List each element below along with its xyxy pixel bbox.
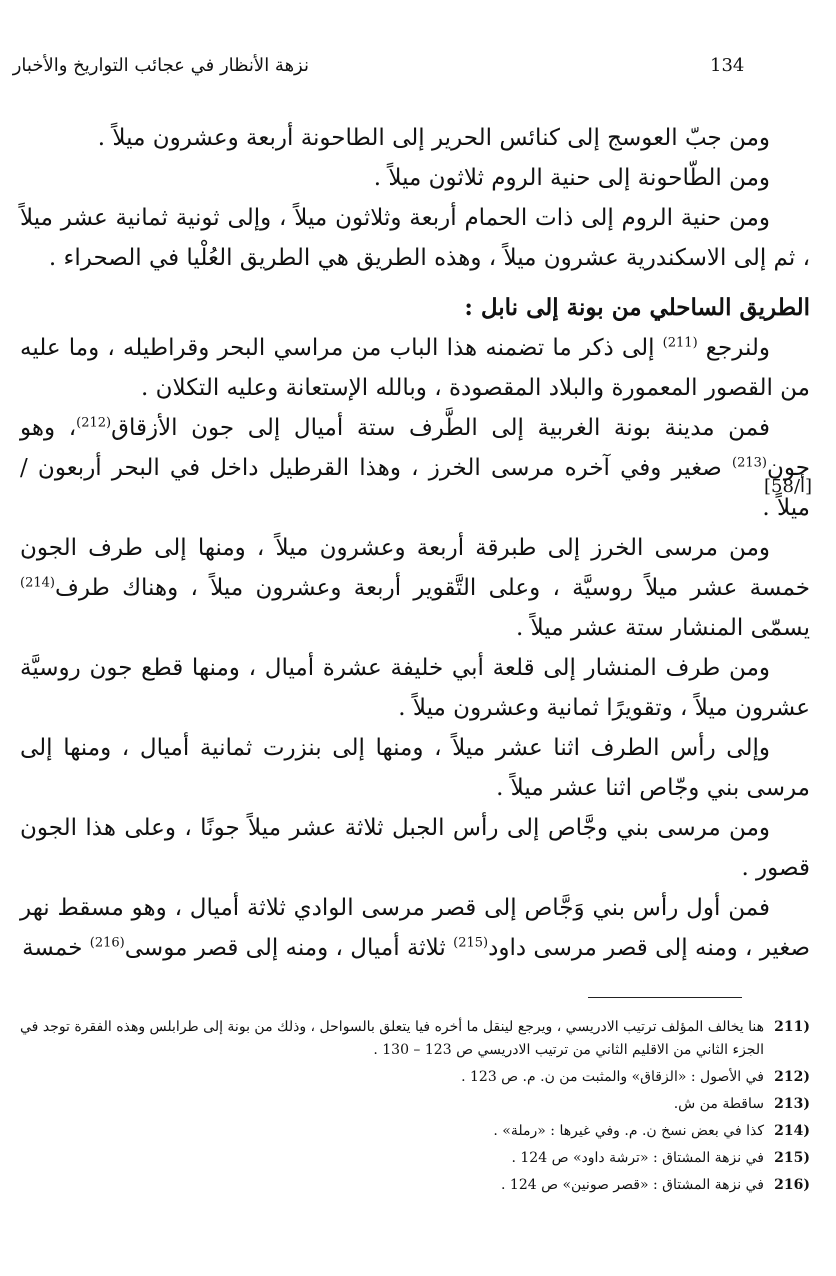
footnote (20, 1016, 810, 1062)
footnote-text: هنا يخالف المؤلف ترتيب الادريسي ، ويرجع لينقل ما أخره فيا يتعلق بالسواحل ، وذلك من بونة إلى طرابلس وهذه الفقرة توجد في الجزء الثاني من الاقليم الثاني من ترتيب الادريسي ص 123 – 130 . (20, 1019, 764, 1058)
footnote (20, 1174, 810, 1197)
body-text (20, 118, 813, 968)
footnote-text: في نزهة المشتاق : «ترشة داود» ص 124 . (511, 1150, 764, 1166)
text-run: صغير وفي آخره مرسى الخرز ، وهذا القرطيل داخل في البحر أربعون / ميلاً . (20, 455, 810, 521)
footnote-ref: (214) (20, 575, 55, 591)
text-run: ولنرجع (705, 335, 771, 361)
footnote-number: 216) (774, 1177, 810, 1193)
paragraph (20, 528, 810, 648)
footnote-ref: (216) (89, 935, 125, 951)
footnote-text: ساقطة من ش. (673, 1096, 764, 1112)
footnote-number: 211) (774, 1019, 810, 1035)
paragraph (20, 408, 813, 528)
paragraph: وإلى رأس الطرف اثنا عشر ميلاً ، ومنها إلى بنزرت ثمانية أميال ، ومنها إلى مرسى بني وجّاص اثنا عشر ميلاً . (20, 735, 810, 801)
footnote-number: 213) (774, 1096, 810, 1112)
paragraph: ومن مرسى بني وجَّاص إلى رأس الجبل ثلاثة عشر ميلاً جونًا ، وعلى هذا الجون قصور . (20, 815, 810, 881)
text-run: خمسة (22, 935, 83, 961)
text-run: ومن مرسى الخرز إلى طبرقة أربعة وعشرون ميلاً ، ومنها إلى طرف الجون خمسة عشر ميلاً روسيَّة ، وعلى التَّقوير أربعة وعشرون ميلاً ، وهناك طرف (20, 535, 810, 601)
text-run: فمن مدينة بونة الغربية إلى الطَّرف ستة أميال إلى جون الأزقاق (111, 415, 770, 441)
paragraph: ومن جبّ العوسج إلى كنائس الحرير إلى الطاحونة أربعة وعشرون ميلاً . (97, 125, 770, 151)
text-run: إلى ذكر ما تضمنه هذا الباب من مراسي البحر وقراطيله ، وما عليه من القصور المعمورة والبلاد المقصودة ، وبالله الإستعانة وعليه التكلان . (20, 335, 810, 401)
text-run: فمن أول رأس بني وَجَّاص إلى قصر مرسى الوادي ثلاثة أميال ، وهو مسقط نهر صغير ، ومنه إلى قصر مرسى داود (20, 895, 810, 961)
footnote-number: 212) (774, 1069, 810, 1085)
paragraph (20, 328, 810, 408)
footnote-number: 215) (774, 1150, 810, 1166)
text-run: ، وهو جون (20, 415, 810, 481)
text-run: ثلاثة أميال ، ومنه إلى قصر موسى (124, 935, 446, 961)
footnote (20, 1147, 810, 1170)
paragraph: ومن طرف المنشار إلى قلعة أبي خليفة عشرة أميال ، ومنها قطع جون روسيَّة عشرون ميلاً ، وتقويرًا ثمانية وعشرون ميلاً . (20, 655, 810, 721)
footnote (20, 1066, 810, 1089)
text-run: يسمّى المنشار ستة عشر ميلاً . (516, 615, 810, 641)
paragraph: ومن الطّاحونة إلى حنية الروم ثلاثون ميلاً . (373, 165, 770, 191)
section-heading: الطريق الساحلي من بونة إلى نابل : (464, 294, 810, 321)
footnote-text: في الأصول : «الزقاق» والمثبت من ن. م. ص 123 . (461, 1069, 764, 1085)
footnote-ref: (211) (662, 335, 698, 351)
footnote-ref: (215) (453, 935, 489, 951)
footnote-ref: (213) (732, 455, 767, 471)
footnote (20, 1120, 810, 1143)
footnote-divider (588, 997, 742, 998)
running-title: نزهة الأنظار في عجائب التواريخ والأخبار (12, 55, 309, 76)
page-number: 134 (710, 55, 745, 76)
footnote-number: 214) (774, 1123, 810, 1139)
paragraph (20, 888, 810, 968)
footnote-text: في نزهة المشتاق : «قصر صونين» ص 124 . (501, 1177, 764, 1193)
footnote-ref: (212) (76, 415, 112, 431)
paragraph: ومن حنية الروم إلى ذات الحمام أربعة وثلاثون ميلاً ، وإلى ثونية ثمانية عشر ميلاً ، ثم إلى الاسكندرية عشرون ميلاً ، وهذه الطريق هي الطريق العُلْيا في الصحراء . (20, 205, 810, 271)
footnote-text: كذا في بعض نسخ ن. م. وفي غيرها : «رملة» . (493, 1123, 764, 1139)
manuscript-folio-ref: [أ/58] (764, 476, 813, 497)
footnotes (20, 1016, 810, 1201)
footnote (20, 1093, 810, 1116)
